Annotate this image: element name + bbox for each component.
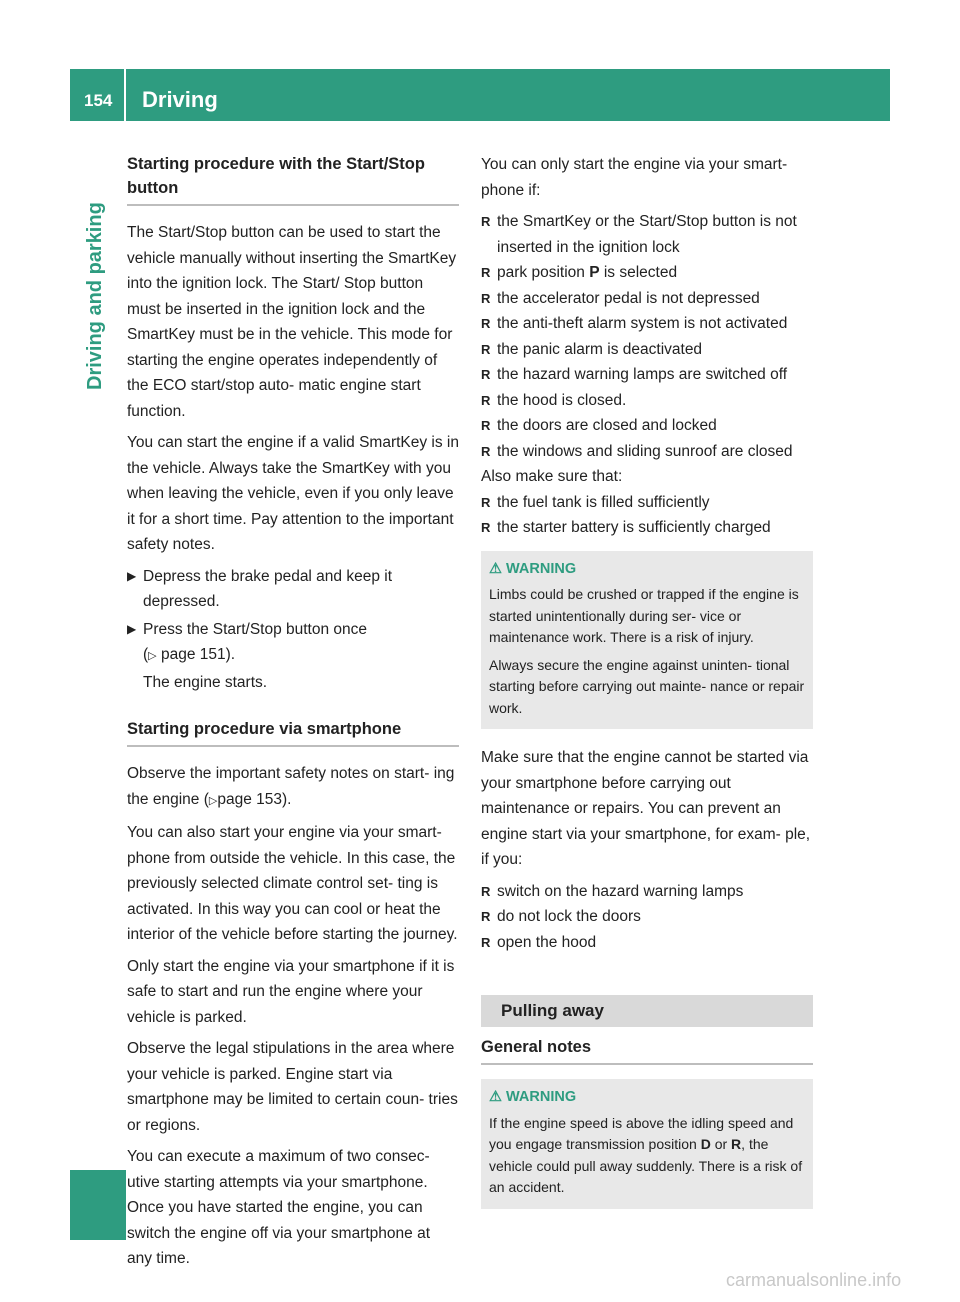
warning-text: Always secure the engine against uninten- tional starting before carrying out mainte- nance or repair work. [489, 656, 805, 716]
heading-rule [127, 204, 459, 206]
list-item: R the fuel tank is filled sufficiently [481, 490, 813, 516]
page-ref-arrow-icon: ▷ [148, 650, 157, 662]
list-item: R the hazard warning lamps are switched off [481, 362, 813, 388]
list-item: R the doors are closed and locked [481, 413, 813, 439]
warning-triangle-icon: ⚠ [489, 1089, 502, 1105]
paragraph: Observe the important safety notes on start- ing the engine (▷page 153). [127, 765, 455, 808]
step-arrow-icon: ▶ [127, 568, 137, 583]
left-column [127, 152, 459, 1278]
paragraph: You can execute a maximum of two consec- utive starting attempts via your smartphone. Once you have started the engine, you can switch the engine off via your smartphone at any time. [127, 1148, 430, 1267]
list-item: R do not lock the doors [481, 904, 813, 930]
step-arrow-icon: ▶ [127, 621, 137, 636]
list-item: R the accelerator pedal is not depressed [481, 286, 813, 312]
paragraph: You can only start the engine via your smart- phone if: [481, 156, 788, 199]
page-ref-arrow-icon: ▷ [208, 794, 218, 807]
heading-start-stop: Starting procedure with the Start/Stop button [127, 155, 425, 197]
list-item: R the windows and sliding sunroof are closed [481, 439, 813, 465]
paragraph: Observe the legal stipulations in the area where your vehicle is parked. Engine start via smartphone may be limited to certain coun- tries or regions. [127, 1040, 458, 1134]
warning-title: WARNING [506, 560, 577, 577]
heading-rule [127, 745, 459, 747]
paragraph: The Start/Stop button can be used to start the vehicle manually without inserting the SmartKey into the ignition lock. The Start/ Stop button must be inserted in the ignition lock and the SmartKey must be in the vehicle. This mode for starting the engine operates independently of the ECO start/stop auto- matic engine start function. [127, 224, 457, 420]
heading-general-notes: General notes [481, 1038, 592, 1056]
list-item: R the anti-theft alarm system is not activated [481, 311, 813, 337]
section-bar [481, 995, 813, 1027]
side-tab-marker [70, 1170, 126, 1240]
section-title: Pulling away [501, 1001, 604, 1020]
heading-smartphone: Starting procedure via smartphone [127, 720, 402, 738]
warning-box [481, 551, 813, 730]
page-ref-link[interactable]: page 151). [160, 646, 236, 663]
list-item: R switch on the hazard warning lamps [481, 879, 813, 905]
heading-rule [481, 1063, 813, 1065]
watermark: carmanualsonline.info [726, 1270, 902, 1290]
step-item: ▶ Press the Start/Stop button once (▷ page 151). The engine starts. [127, 617, 459, 696]
page-header [70, 69, 890, 121]
right-column [481, 152, 813, 1225]
paragraph: You can start the engine if a valid SmartKey is in the vehicle. Always take the SmartKey with you when leaving the vehicle, even if you only leave it for a short time. Pay attention to the important safety notes. [127, 434, 460, 553]
warning-text: Limbs could be crushed or trapped if the engine is started unintentionally during ser- vice or maintenance work. There is a risk of injury. [489, 586, 799, 645]
page-number: 154 [84, 91, 113, 110]
list-item: R open the hood [481, 930, 813, 956]
list-item: R the panic alarm is deactivated [481, 337, 813, 363]
list-item: R the hood is closed. [481, 388, 813, 414]
header-divider [124, 69, 126, 121]
warning-text: If the engine speed is above the idling speed and you engage transmission position D or R, the vehicle could pull away suddenly. There is a risk of an accident. [489, 1114, 803, 1195]
paragraph: Make sure that the engine cannot be started via your smartphone before carrying out maintenance or repairs. You can prevent an engine start via your smartphone, for exam- ple, if you: [481, 749, 811, 868]
paragraph: Also make sure that: [481, 468, 623, 485]
paragraph: Only start the engine via your smartphone if it is safe to start and run the engine where your vehicle is parked. [127, 957, 455, 1026]
warning-triangle-icon: ⚠ [489, 560, 502, 577]
list-item: R the SmartKey or the Start/Stop button is not inserted in the ignition lock [481, 209, 813, 260]
chapter-title: Driving [142, 87, 218, 112]
step-item: ▶ Depress the brake pedal and keep it depressed. [127, 564, 459, 615]
warning-title: WARNING [506, 1089, 577, 1105]
side-section-label: Driving and parking [84, 202, 106, 390]
page-ref-link[interactable]: page 153). [217, 790, 292, 808]
list-item: R the starter battery is sufficiently charged [481, 515, 813, 541]
list-item: R park position P is selected [481, 260, 813, 286]
paragraph: You can also start your engine via your smart- phone from outside the vehicle. In this case, the previously selected climate control set- ting is activated. In this way you can cool or heat the interior of the vehicle before starting the journey. [127, 824, 458, 943]
warning-box [481, 1079, 813, 1209]
